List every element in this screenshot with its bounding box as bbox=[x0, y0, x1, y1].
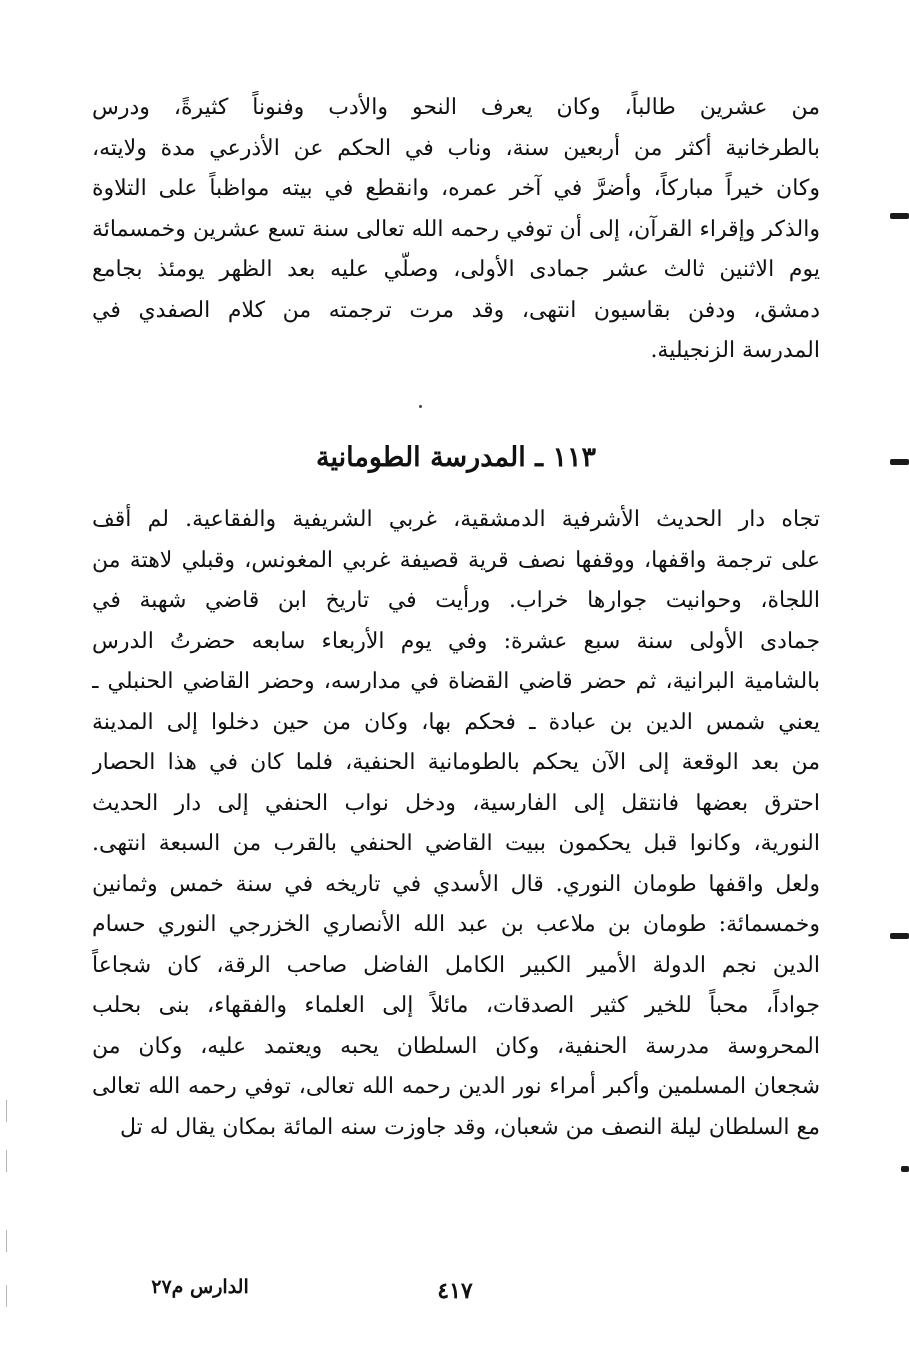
text-line: على ترجمة واقفها، ووقفها نصف قرية قصيفة غربي المغونس، وقبلي لاهتة من bbox=[92, 547, 820, 573]
text-line: احترق بعضها فانتقل إلى الفارسية، ودخل نواب الحنفي إلى دار الحديث bbox=[92, 790, 820, 816]
text-line: من بعد الوقعة إلى الآن يحكم بالطومانية الحنفية، فلما كان في هذا الحصار bbox=[92, 750, 820, 775]
text-line: ولعل واقفها طومان النوري. قال الأسدي في تاريخه في سنة خمس وثمانين bbox=[92, 871, 820, 897]
page-number: ٤١٧ bbox=[437, 1278, 473, 1304]
text-line: النورية، وكانوا قبل يحكمون ببيت القاضي الحنفي بالقرب من السبعة انتهى. bbox=[92, 831, 820, 856]
text-line: جواداً، محباً للخير كثير الصدقات، مائلاً إلى العلماء والفقهاء، بنى بحلب bbox=[92, 993, 820, 1018]
text-line: الدين نجم الدولة الأمير الكبير الكامل الفاضل صاحب الرقة، كان شجاعاً bbox=[92, 952, 820, 978]
edge-tick bbox=[6, 1150, 7, 1172]
text-line: المدرسة الزنجيلية. bbox=[650, 338, 820, 363]
edge-tick bbox=[6, 1230, 7, 1252]
margin-mark bbox=[901, 1166, 909, 1172]
text-line: يوم الاثنين ثالث عشر جمادى الأولى، وصلّي عليه بعد الظهر يومئذ بجامع bbox=[92, 257, 820, 282]
text-line: بالشامية البرانية، ثم حضر قاضي القضاة في مدارسه، وحضر القاضي الحنبلي ـ bbox=[92, 669, 820, 694]
text-line: المحروسة مدرسة الحنفية، وكان السلطان يحبه ويعتمد عليه، وكان من bbox=[92, 1033, 820, 1059]
text-line: تجاه دار الحديث الأشرفية الدمشقية، غربي الشريفية والفقاعية. لم أقف bbox=[92, 507, 820, 532]
text-line: من عشرين طالباً، وكان يعرف النحو والأدب وفنوناً كثيرةً، ودرس bbox=[92, 95, 820, 120]
text-line: بالطرخانية أكثر من أربعين سنة، وناب في الحكم عن الأذرعي مدة ولايته، bbox=[92, 135, 820, 161]
edge-tick bbox=[6, 1100, 7, 1122]
edge-tick bbox=[6, 1285, 7, 1307]
margin-mark bbox=[890, 213, 909, 219]
section-heading: ١١٣ ـ المدرسة الطومانية bbox=[316, 442, 596, 473]
text-line: مع السلطان ليلة النصف من شعبان، وقد جاوزت سنه المائة بمكان يقال له تل bbox=[120, 1114, 820, 1140]
ink-dot bbox=[419, 405, 422, 408]
text-line: وكان خيراً مباركاً، وأضرَّ في آخر عمره، وانقطع في بيته مواظباً على التلاوة bbox=[92, 176, 820, 201]
text-line: دمشق، ودفن بقاسيون انتهى، وقد مرت ترجمته من كلام الصفدي في bbox=[92, 297, 820, 323]
intro-paragraph bbox=[92, 88, 820, 372]
text-line: اللجاة، وحوانيت جوارها خراب. ورأيت في تاريخ ابن قاضي شهبة في bbox=[92, 588, 820, 613]
margin-mark bbox=[890, 933, 909, 939]
text-line: شجعان المسلمين وأكبر أمراء نور الدين رحمه الله تعالى، توفي رحمه الله تعالى bbox=[92, 1074, 820, 1099]
text-line: جمادى الأولى سنة سبع عشرة: وفي يوم الأربعاء سابعه حضرتُ الدرس bbox=[92, 628, 820, 654]
margin-mark bbox=[890, 459, 909, 465]
text-line: والذكر وإقراء القرآن، إلى أن توفي رحمه الله تعالى سنة تسع عشرين وخمسمائة bbox=[92, 216, 820, 242]
text-line: يعني شمس الدين بن عبادة ـ فحكم بها، وكان من حين دخلوا إلى المدينة bbox=[92, 709, 820, 735]
text-line: وخمسمائة: طومان بن ملاعب بن عبد الله الأنصاري الخزرجي النوري حسام bbox=[92, 912, 820, 937]
printer-signature: الدارس م٢٧ bbox=[151, 1276, 249, 1298]
body-paragraph bbox=[92, 500, 820, 1148]
